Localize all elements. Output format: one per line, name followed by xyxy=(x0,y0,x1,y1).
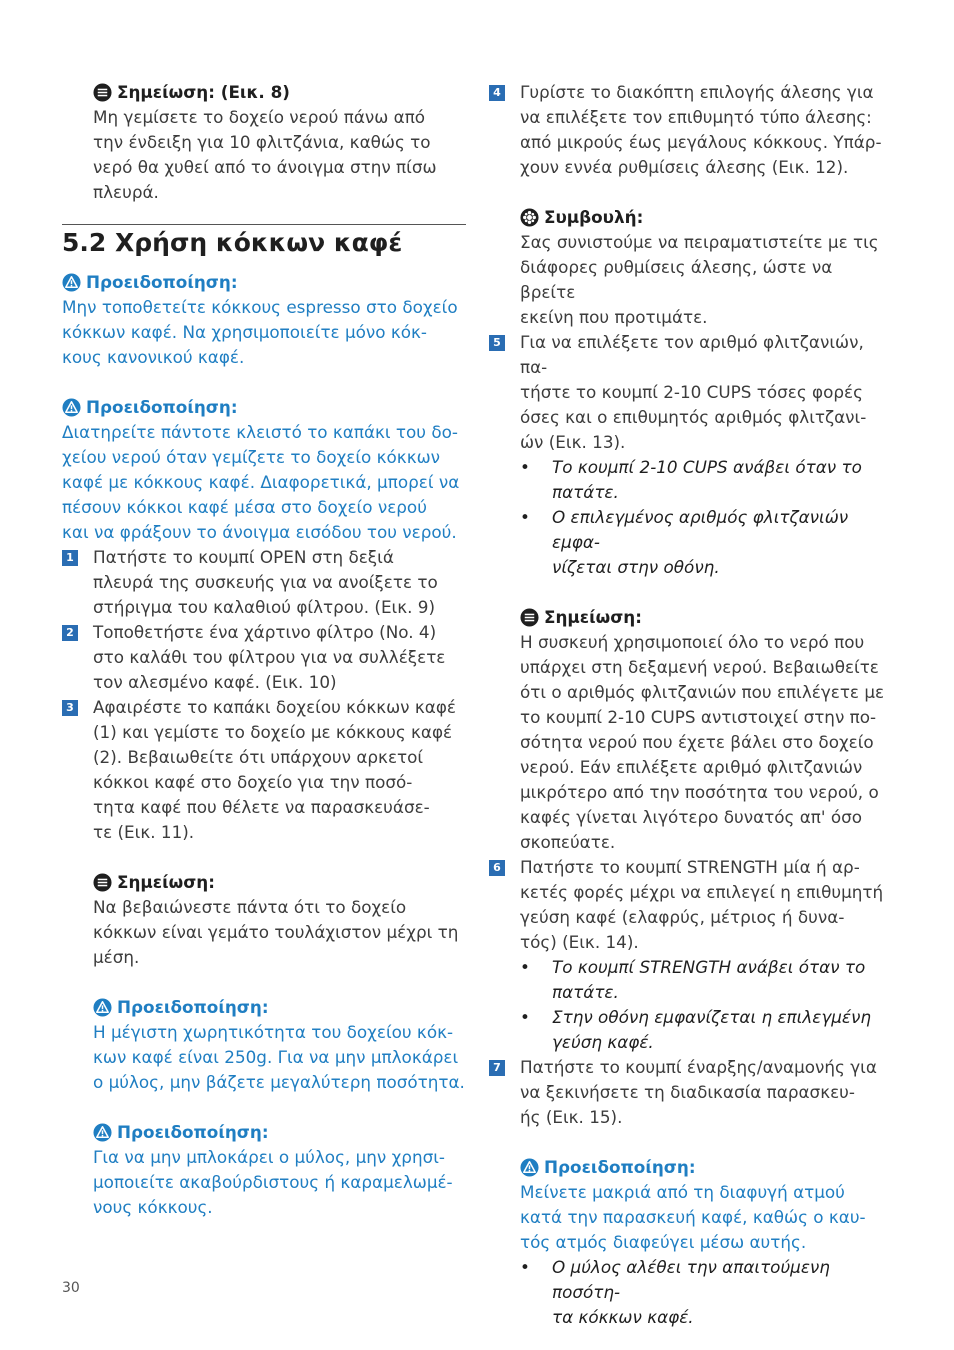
text-line: πατάτε. xyxy=(552,982,619,1002)
text-line: πέσουν κόκκοι καφέ μέσα στο δοχείο νερού xyxy=(62,497,427,517)
warning-espresso xyxy=(62,270,466,370)
text-line: πατάτε. xyxy=(552,482,619,502)
bullet-text xyxy=(552,955,865,1005)
warning-label: Προειδοποίηση: xyxy=(544,1157,696,1177)
step-number: 4 xyxy=(489,85,505,101)
warning-icon xyxy=(62,273,81,292)
text-line: (2). Βεβαιωθείτε ότι υπάρχουν αρκετοί xyxy=(93,747,424,767)
text-line: κόκκων καφέ. Να χρησιμοποιείτε μόνο κόκ- xyxy=(62,322,427,342)
text-line: Πατήστε το κουμπί έναρξης/αναμονής για xyxy=(520,1057,877,1077)
text-line: το κουμπί 2-10 CUPS αντιστοιχεί στην πο- xyxy=(520,707,877,727)
text-line: Αφαιρέστε το καπάκι δοχείου κόκκων καφέ xyxy=(93,697,456,717)
warning-text xyxy=(62,295,466,370)
note-label: Σημείωση: (Εικ. 8) xyxy=(117,82,290,102)
text-line: Γυρίστε το διακόπτη επιλογής άλεσης για xyxy=(520,82,874,102)
bullet-item: • Ο μύλος αλέθει την απαιτούμενη ποσότη- τα κόκκων καφέ. xyxy=(489,1255,891,1330)
text-line: Σας συνιστούμε να πειραματιστείτε με τις xyxy=(520,232,879,252)
text-line: στήριγμα του καλαθιού φίλτρου. (Εικ. 9) xyxy=(93,597,436,617)
text-line: Διατηρείτε πάντοτε κλειστό το καπάκι του δο- xyxy=(62,422,458,442)
note-half-full xyxy=(62,870,466,970)
text-line: Η μέγιστη χωρητικότητα του δοχείου κόκ- xyxy=(93,1022,454,1042)
note-text xyxy=(93,105,466,205)
text-line: νους κόκκους. xyxy=(93,1197,213,1217)
tip-text xyxy=(520,230,891,330)
step-number: 1 xyxy=(62,550,78,566)
right-column xyxy=(489,80,891,1330)
left-column xyxy=(62,80,466,1220)
text-line: Μη γεμίσετε το δοχείο νερού πάνω από xyxy=(93,107,426,127)
step-text xyxy=(520,80,891,180)
text-line: στο καλάθι του φίλτρου για να συλλέξετε xyxy=(93,647,446,667)
text-line: Στην οθόνη εμφανίζεται η επιλεγμένη xyxy=(552,1007,872,1027)
text-line: καφές γίνεται λιγότερο δυνατός απ' όσο xyxy=(520,807,862,827)
bullet-item: • Το κουμπί STRENGTH ανάβει όταν το πατάτε. xyxy=(489,955,891,1005)
text-line: νερού. Εάν επιλέξετε αριθμό φλιτζανιών xyxy=(520,757,863,777)
text-line: τός) (Εικ. 14). xyxy=(520,932,639,952)
warning-icon xyxy=(93,998,112,1017)
text-line: χουν εννέα ρυθμίσεις άλεσης (Εικ. 12). xyxy=(520,157,849,177)
text-line: Το κουμπί 2-10 CUPS ανάβει όταν το xyxy=(552,457,862,477)
note-icon xyxy=(520,608,539,627)
bullet-text xyxy=(552,1255,891,1330)
text-line: μοποιείτε ακαβούρδιστους ή καραμελωμέ- xyxy=(93,1172,453,1192)
warning-label: Προειδοποίηση: xyxy=(86,397,238,417)
text-line: χείου νερού όταν γεμίζετε το δοχείο κόκκων xyxy=(62,447,441,467)
text-line: Να βεβαιώνεστε πάντα ότι το δοχείο xyxy=(93,897,407,917)
warning-label: Προειδοποίηση: xyxy=(117,997,269,1017)
text-line: Ο μύλος αλέθει την απαιτούμενη ποσότη- xyxy=(552,1257,830,1302)
text-line: τήστε το κουμπί 2-10 CUPS τόσες φορές xyxy=(520,382,863,402)
text-line: γεύση καφέ. xyxy=(552,1032,654,1052)
text-line: κους κανονικού καφέ. xyxy=(62,347,245,367)
text-line: μέση. xyxy=(93,947,140,967)
step-4 xyxy=(489,80,891,180)
text-line: νίζεται στην οθόνη. xyxy=(552,557,720,577)
text-line: Για να μην μπλοκάρει ο μύλος, μην χρησι- xyxy=(93,1147,445,1167)
text-line: Μείνετε μακριά από τη διαφυγή ατμού xyxy=(520,1182,845,1202)
step-3 xyxy=(62,695,466,845)
text-line: κόκκων είναι γεμάτο τουλάχιστον μέχρι τη xyxy=(93,922,459,942)
step-5 xyxy=(489,330,891,455)
warning-label: Προειδοποίηση: xyxy=(117,1122,269,1142)
warning-text xyxy=(93,1020,466,1095)
text-line: Ο επιλεγμένος αριθμός φλιτζανιών εμφα- xyxy=(552,507,849,552)
text-line: (1) και γεμίστε το δοχείο με κόκκους καφέ xyxy=(93,722,453,742)
text-line: από μικρούς έως μεγάλους κόκκους. Υπάρ- xyxy=(520,132,882,152)
step-text xyxy=(93,545,466,620)
page-number: 30 xyxy=(62,1280,80,1296)
warning-text xyxy=(62,420,466,545)
text-line: ής (Εικ. 15). xyxy=(520,1107,623,1127)
text-line: κόκκοι καφέ στο δοχείο για την ποσό- xyxy=(93,772,413,792)
note-label: Σημείωση: xyxy=(117,872,215,892)
warning-capacity xyxy=(62,995,466,1095)
step-6 xyxy=(489,855,891,955)
warning-beans-type xyxy=(62,1120,466,1220)
tip-label: Συμβουλή: xyxy=(544,207,644,227)
text-line: Η συσκευή χρησιμοποιεί όλο το νερό που xyxy=(520,632,865,652)
text-line: Πατήστε το κουμπί STRENGTH μία ή αρ- xyxy=(520,857,860,877)
step-text xyxy=(93,695,466,845)
text-line: μικρότερο από την ποσότητα του νερού, ο xyxy=(520,782,879,802)
step-text xyxy=(520,1055,891,1130)
warning-icon xyxy=(93,1123,112,1142)
step-1 xyxy=(62,545,466,620)
bullet-item: • Στην οθόνη εμφανίζεται η επιλεγμένη γεύση καφέ. xyxy=(489,1005,891,1055)
text-line: νερό θα χυθεί από το άνοιγμα στην πίσω xyxy=(93,157,437,177)
text-line: Τοποθετήστε ένα χάρτινο φίλτρο (No. 4) xyxy=(93,622,437,642)
warning-label: Προειδοποίηση: xyxy=(86,272,238,292)
warning-icon xyxy=(520,1158,539,1177)
text-line: όσες και ο επιθυμητός αριθμός φλιτζανι- xyxy=(520,407,867,427)
bullet-item: • Ο επιλεγμένος αριθμός φλιτζανιών εμφα- νίζεται στην οθόνη. xyxy=(489,505,891,580)
text-line: να επιλέξετε τον επιθυμητό τύπο άλεσης: xyxy=(520,107,872,127)
bullet-text xyxy=(552,505,891,580)
text-line: πλευρά. xyxy=(93,182,159,202)
text-line: και να φράξουν το άνοιγμα εισόδου του νερού. xyxy=(62,522,457,542)
warning-lid xyxy=(62,395,466,545)
text-line: κων καφέ είναι 250g. Για να μην μπλοκάρει xyxy=(93,1047,459,1067)
step-text xyxy=(520,855,891,955)
warning-text xyxy=(93,1145,466,1220)
text-line: ότι ο αριθμός φλιτζανιών που επιλέγετε με xyxy=(520,682,885,702)
step-number: 6 xyxy=(489,860,505,876)
step-number: 5 xyxy=(489,335,505,351)
note-text xyxy=(93,895,466,970)
text-line: Μην τοποθετείτε κόκκους espresso στο δοχείο xyxy=(62,297,458,317)
step-2 xyxy=(62,620,466,695)
text-line: υπάρχει στη δεξαμενή νερού. Βεβαιωθείτε xyxy=(520,657,879,677)
text-line: ο μύλος, μην βάζετε μεγαλύτερη ποσότητα. xyxy=(93,1072,465,1092)
text-line: τός ατμός διαφεύγει μέσω αυτής. xyxy=(520,1232,807,1252)
text-line: διάφορες ρυθμίσεις άλεσης, ώστε να βρείτε xyxy=(520,257,833,302)
note-icon xyxy=(93,83,112,102)
text-line: να ξεκινήσετε τη διαδικασία παρασκευ- xyxy=(520,1082,855,1102)
bullet-item: • Το κουμπί 2-10 CUPS ανάβει όταν το πατάτε. xyxy=(489,455,891,505)
step-text xyxy=(520,330,891,455)
text-line: Το κουμπί STRENGTH ανάβει όταν το xyxy=(552,957,866,977)
text-line: κετές φορές μέχρι να επιλεγεί η επιθυμητή xyxy=(520,882,884,902)
step-number: 7 xyxy=(489,1060,505,1076)
tip-grind xyxy=(489,205,891,330)
text-line: Για να επιλέξετε τον αριθμό φλιτζανιών, πα- xyxy=(520,332,864,377)
bullet-text xyxy=(552,1005,871,1055)
step-7 xyxy=(489,1055,891,1130)
text-line: καφέ με κόκκους καφέ. Διαφορετικά, μπορεί να xyxy=(62,472,460,492)
text-line: Πατήστε το κουμπί OPEN στη δεξιά xyxy=(93,547,394,567)
text-line: τε (Εικ. 11). xyxy=(93,822,195,842)
step-number: 3 xyxy=(62,700,78,716)
bullet-text xyxy=(552,455,862,505)
text-line: γεύση καφέ (ελαφρύς, μέτριος ή δυνα- xyxy=(520,907,845,927)
warning-steam xyxy=(489,1155,891,1255)
step-number: 2 xyxy=(62,625,78,641)
text-line: σκοπεύατε. xyxy=(520,832,616,852)
text-line: ών (Εικ. 13). xyxy=(520,432,626,452)
note-icon xyxy=(93,873,112,892)
note-text xyxy=(520,630,891,855)
step-text xyxy=(93,620,466,695)
note-fig8 xyxy=(62,80,466,205)
warning-icon xyxy=(62,398,81,417)
text-line: πλευρά της συσκευής για να ανοίξετε το xyxy=(93,572,438,592)
text-line: τα κόκκων καφέ. xyxy=(552,1307,694,1327)
text-line: κατά την παρασκευή καφέ, καθώς ο καυ- xyxy=(520,1207,866,1227)
text-line: τον αλεσμένο καφέ. (Εικ. 10) xyxy=(93,672,337,692)
note-water xyxy=(489,605,891,855)
section-title: 5.2 Χρήση κόκκων καφέ xyxy=(62,228,403,257)
section-heading xyxy=(62,224,466,260)
text-line: την ένδειξη για 10 φλιτζάνια, καθώς το xyxy=(93,132,431,152)
text-line: σότητα νερού που έχετε βάλει στο δοχείο xyxy=(520,732,874,752)
text-line: τητα καφέ που θέλετε να παρασκευάσε- xyxy=(93,797,430,817)
warning-text xyxy=(520,1180,891,1255)
text-line: εκείνη που προτιμάτε. xyxy=(520,307,708,327)
note-label: Σημείωση: xyxy=(544,607,642,627)
tip-icon xyxy=(520,208,539,227)
